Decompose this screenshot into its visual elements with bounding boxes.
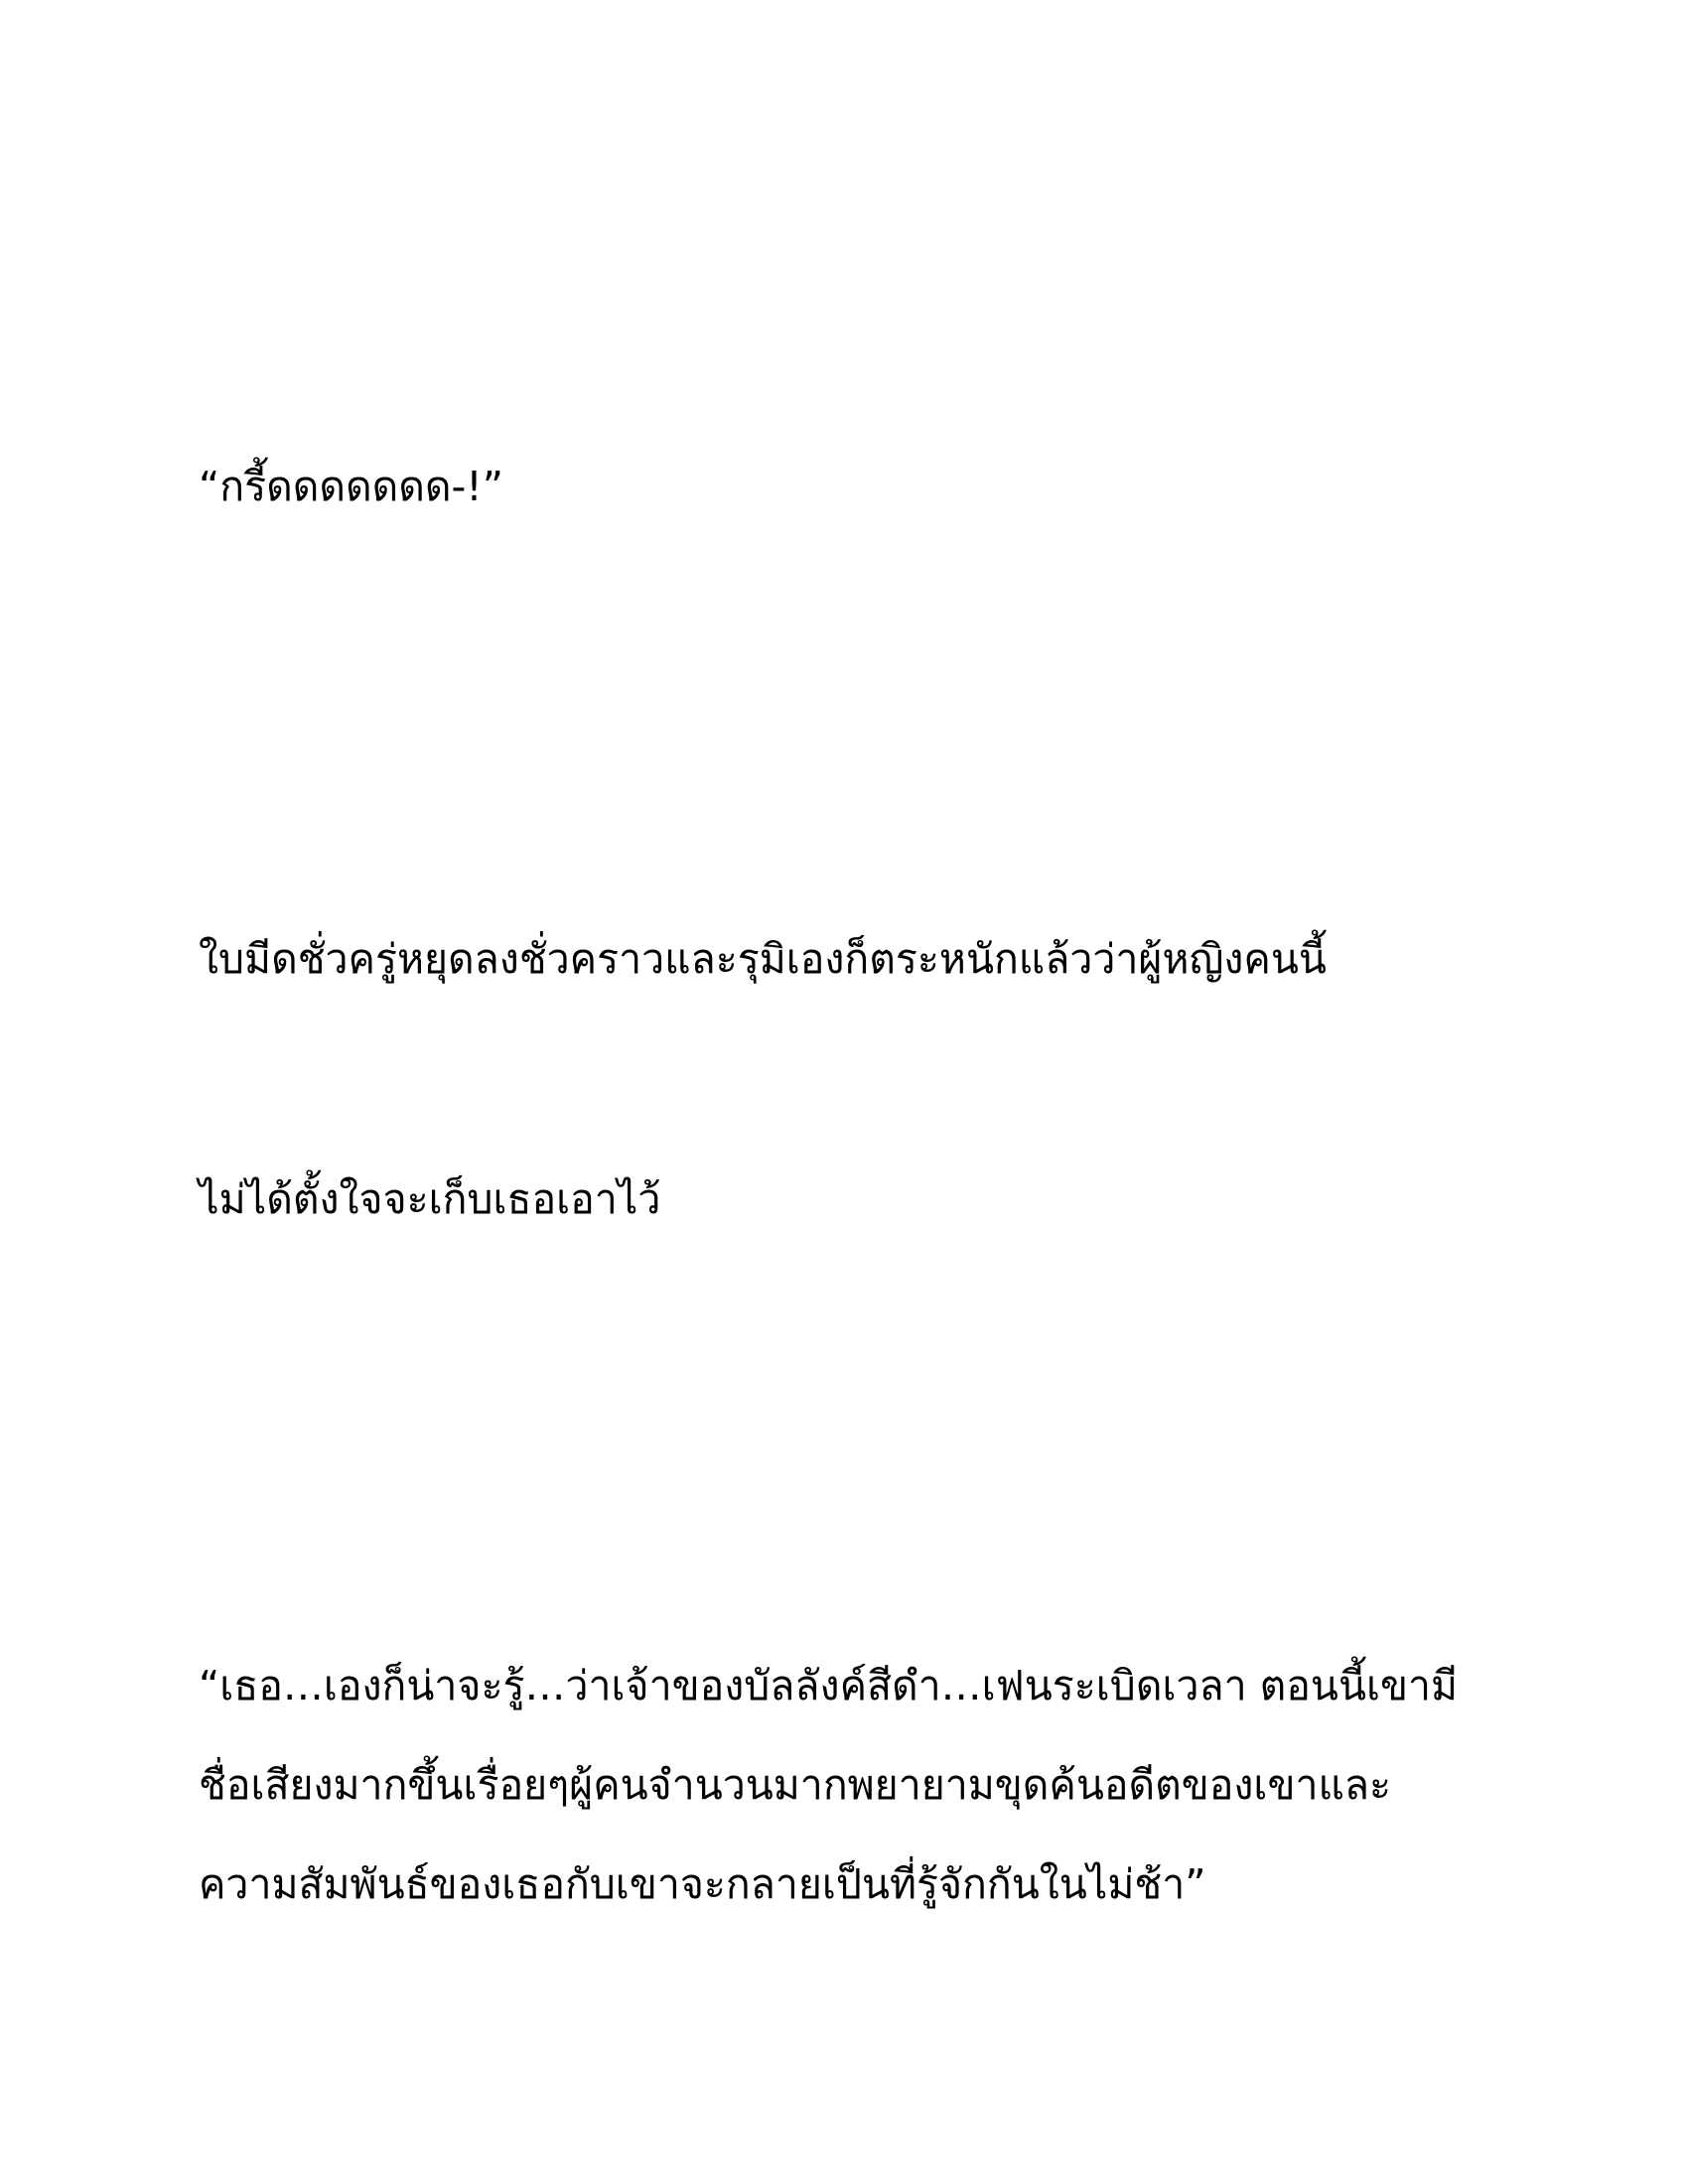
paragraph-line: “กรี้ดดดดดดด-!”: [199, 463, 503, 510]
paragraph-line: “เธอ…เองก็น่าจะรู้…ว่าเจ้าของบัลลังค์สีดำ…เฟนระเบิดเวลา ตอนนี้เขามี: [199, 1662, 1459, 1709]
paragraph-line: ความสัมพันธ์ของเธอกับเขาจะกลายเป็นที่รู้จักกันในไม่ช้า”: [199, 1860, 1206, 1908]
paragraph-line: ชื่อเสียงมากขึ้นเรื่อยๆผู้คนจำนวนมากพยายามขุดค้นอดีตของเขาและ: [199, 1761, 1392, 1809]
paragraph-line: ไม่ได้ตั้งใจจะเก็บเธอเอาไว้: [199, 1175, 661, 1223]
paragraph-line: ใบมีดชั่วครู่หยุดลงชั่วคราวและรุมิเองก็ตระหนักแล้วว่าผู้หญิงคนนี้: [199, 935, 1327, 983]
